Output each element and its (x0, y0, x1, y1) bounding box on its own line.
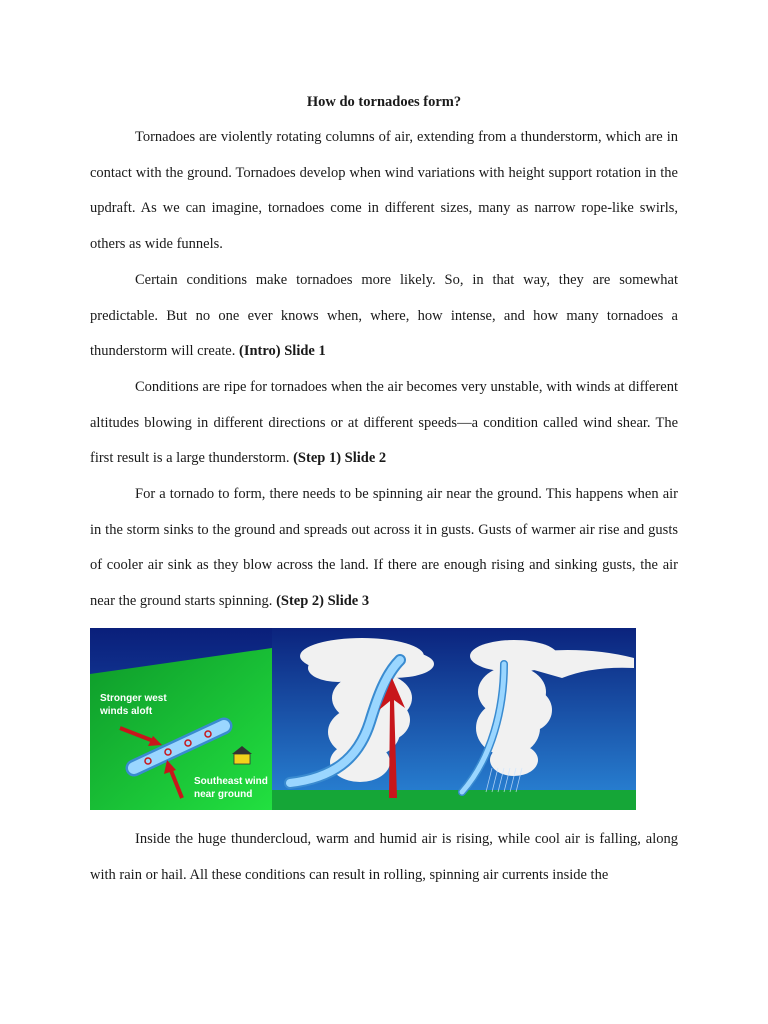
updraft-panel (272, 628, 452, 810)
wind-shear-illustration (90, 628, 272, 810)
southeast-wind-label-line1: Southeast wind (194, 776, 268, 787)
slide-reference: (Intro) Slide 1 (238, 343, 326, 360)
tornado-illustration (452, 628, 636, 810)
paragraph-text: Conditions are ripe for tornadoes when the air becomes very unstable, with winds at different altitudes blowing in different directions or at different speeds—a condition called wind shear. The first result is a large thunderstorm. (90, 378, 678, 467)
paragraph-text: Certain conditions make tornadoes more likely. So, in that way, they are somewhat predictable. But no one ever knows when, where, how intense, and how many tornadoes a thunderstorm will create. (90, 271, 678, 360)
ground-strip (452, 790, 636, 810)
slide-reference: (Step 1) Slide 2 (293, 450, 387, 467)
document-body-continued (90, 822, 678, 893)
document-body (90, 120, 678, 620)
paragraph-5 (90, 822, 678, 893)
tornado-panel (452, 628, 636, 810)
southeast-wind-label-line2: near ground (194, 789, 253, 800)
paragraph-text: Tornadoes are violently rotating columns of air, extending from a thunderstorm, which are in contact with the ground. Tornadoes develop when wind variations with height support rotation in the updraft. As we can imagine, tornadoes come in different sizes, many as narrow rope-like swirls, others as wide funnels. (90, 129, 678, 253)
paragraph-text: Inside the huge thundercloud, warm and humid air is rising, while cool air is falling, along with rain or hail. All these conditions can result in rolling, spinning air currents inside the (90, 831, 678, 883)
west-wind-label-line1: Stronger west (100, 693, 167, 704)
slide-reference: (Step 2) Slide 3 (276, 593, 370, 610)
west-wind-label-line2: winds aloft (100, 706, 153, 717)
paragraph-4 (90, 477, 678, 620)
wind-shear-panel (90, 628, 272, 810)
ground-strip (272, 790, 452, 810)
document-title: How do tornadoes form? (306, 94, 462, 110)
updraft-illustration (272, 628, 452, 810)
tornado-formation-figure (90, 628, 636, 810)
paragraph-3 (90, 370, 678, 477)
paragraph-2 (90, 263, 678, 370)
paragraph-1 (90, 120, 678, 263)
paragraph-text: For a tornado to form, there needs to be spinning air near the ground. This happens when air in the storm sinks to the ground and spreads out across it in gusts. Gusts of warmer air rise and gusts of cooler air sink as they blow across the land. If there are enough rising and sinking gusts, the air near the ground starts spinning. (90, 486, 678, 610)
